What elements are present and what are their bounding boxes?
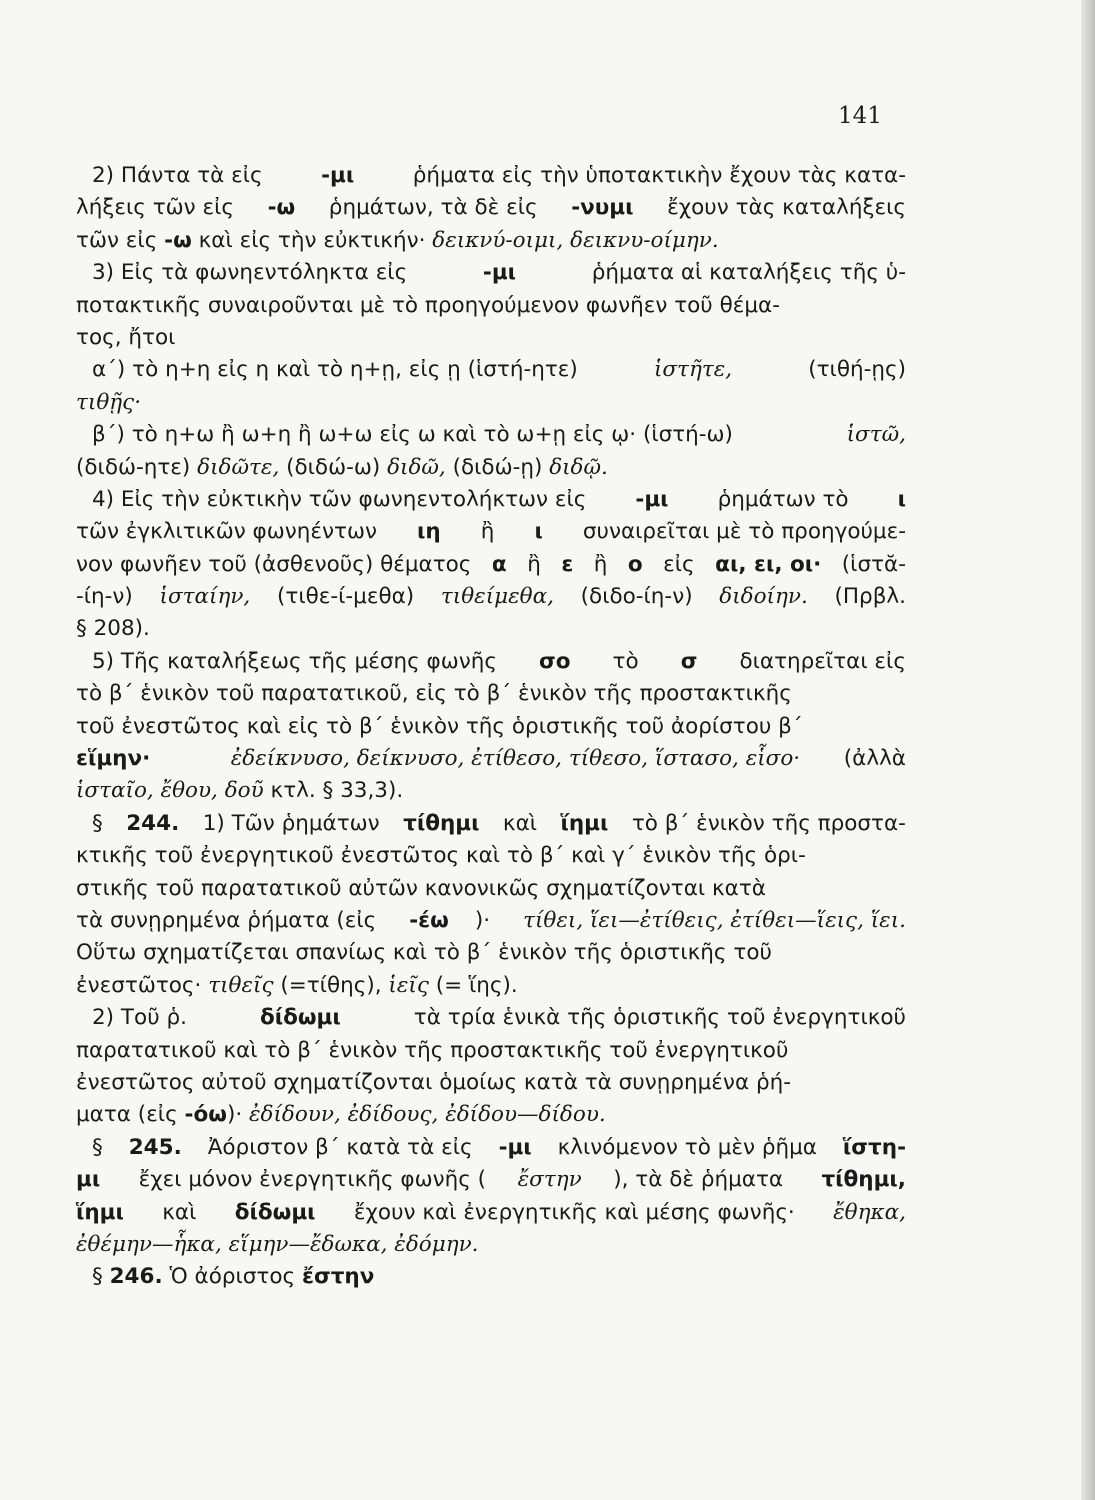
text-run: εἰς: [656, 551, 702, 577]
line-content: [76, 228, 719, 253]
line-content: [76, 1102, 606, 1127]
text-run: (διδο-ίη-ν): [573, 584, 700, 610]
text-line: [76, 743, 906, 775]
text-run: ἐνεστῶτος αὐτοῦ σχηματίζονται ὁμοίως κατὰ τὰ συνῃρημένα ῥή-: [76, 1069, 791, 1095]
bold-text: ιη: [417, 519, 441, 545]
bold-text: -μι: [482, 260, 517, 286]
italic-text: δεικνύ-οιμι, δεικνυ-οίμην.: [432, 227, 719, 253]
text-run: ἢ: [586, 551, 615, 577]
text-run: τὰ τρία ἑνικὰ τῆς ὁριστικῆς τοῦ ἐνεργητικοῦ: [406, 1005, 906, 1031]
bold-text: ε: [561, 551, 574, 577]
text-run: ῥήματα εἰς τὴν ὑποτακτικὴν ἔχουν τὰς κατα-: [405, 163, 906, 188]
text-run: ), τὰ δὲ ῥήματα: [613, 1167, 790, 1193]
bold-text: ἵημι: [560, 810, 609, 836]
italic-text: τιθῇς·: [76, 389, 142, 415]
text-run: (τιθε-ί-μεθα): [270, 584, 422, 610]
text-line: [76, 1035, 906, 1067]
text-run: καὶ: [496, 810, 544, 836]
text-run: 5) Τῆς καταλήξεως τῆς μέσης φωνῆς: [92, 648, 504, 674]
italic-text: ἱστῶ,: [846, 422, 906, 448]
text-run: στικῆς τοῦ παρατατικοῦ αὐτῶν κανονικῶς σχηματίζονται κατὰ: [76, 875, 766, 901]
text-run: καὶ: [155, 1199, 204, 1225]
line-content: [76, 973, 518, 998]
text-run: ἔχει μόνον ἐνεργητικῆς φωνῆς (: [131, 1167, 487, 1193]
text-run: 1) Τῶν ῥημάτων: [195, 810, 387, 836]
text-line: [76, 484, 906, 516]
text-line: [76, 613, 906, 645]
text-run: τὰ συνῃρημένα ῥήματα (εἰς: [76, 907, 384, 933]
bold-text: εἵμην·: [76, 746, 151, 772]
text-run: τὸ β΄ ἑνικὸν τῆς προστα-: [625, 810, 906, 836]
text-run: 2) Τοῦ ῥ.: [92, 1005, 194, 1031]
text-run: τὸ: [605, 648, 646, 674]
text-line: [76, 387, 906, 419]
italic-text: διδῶτε,: [197, 454, 280, 480]
text-line: [76, 354, 906, 386]
bold-text: σο: [539, 648, 571, 674]
text-line: [76, 1164, 906, 1196]
text-run: τὸ β΄ ἑνικὸν τοῦ παρατατικοῦ, εἰς τὸ β΄ ἑνικὸν τῆς προστακτικῆς: [76, 681, 792, 707]
text-run: )·: [474, 907, 497, 933]
bold-text: -μι: [635, 486, 669, 512]
text-run: κλινόμενον τὸ μὲν ῥῆμα: [550, 1134, 824, 1160]
bold-text: 244.: [126, 810, 180, 836]
text-line: [76, 678, 906, 710]
line-content: [76, 778, 403, 803]
text-line: [76, 225, 906, 257]
italic-text: ἱσταῖο, ἔθου, δοῦ: [76, 778, 264, 804]
italic-text: ἐδείκνυσο, δείκνυσο, ἐτίθεσο, τίθεσο, ἵστασο, εἷσο·: [230, 746, 801, 772]
text-line: [76, 322, 906, 354]
text-run: ἐνεστῶτος·: [76, 972, 209, 998]
text-run: ῥημάτων τὸ: [710, 486, 856, 512]
text-run: ἢ: [520, 551, 548, 577]
bold-text: ἵημι: [76, 1199, 124, 1225]
page-edge-shadow: [1081, 0, 1095, 1500]
text-line: [76, 192, 906, 224]
text-run: 3) Εἰς τὰ φωνηεντόληκτα εἰς: [92, 260, 415, 286]
bold-text: σ: [680, 648, 698, 674]
text-line: [76, 290, 906, 322]
italic-text: ἔστην: [517, 1167, 582, 1193]
text-line: [76, 549, 906, 581]
bold-text: μι: [76, 1167, 101, 1193]
bold-text: ο: [627, 551, 643, 577]
text-line: [76, 160, 906, 192]
text-line: [76, 775, 906, 807]
bold-text: -μι: [498, 1134, 532, 1160]
text-line: [76, 581, 906, 613]
text-line: [76, 1197, 906, 1229]
text-run: § 208).: [76, 616, 150, 642]
line-content: [76, 616, 150, 641]
text-run: νον φωνῆεν τοῦ (ἀσθενοῦς) θέματος: [76, 551, 479, 577]
text-run: (=τίθης),: [273, 972, 389, 998]
line-content: [92, 1264, 374, 1289]
text-run: τοῦ ἐνεστῶτος καὶ εἰς τὸ β΄ ἑνικὸν τῆς ὁριστικῆς τοῦ ἀορίστου β΄: [76, 713, 803, 739]
line-content: [76, 325, 175, 350]
text-line: [76, 1099, 906, 1131]
text-line: [76, 970, 906, 1002]
bold-text: δίδωμι: [259, 1005, 341, 1031]
text-line: [76, 1261, 906, 1293]
text-run: ἔχουν τὰς καταλήξεις: [660, 195, 906, 221]
bold-text: ι: [897, 486, 906, 512]
body-text: [76, 160, 906, 1294]
text-run: (ἀλλὰ: [836, 746, 906, 772]
text-run: (διδώ-ητε): [76, 454, 198, 480]
text-run: (διδώ-ω): [279, 454, 388, 480]
text-run: §: [92, 1134, 110, 1160]
text-run: λήξεις τῶν εἰς: [76, 195, 241, 221]
italic-text: διδοίην.: [719, 584, 808, 610]
text-run: [187, 743, 194, 775]
bold-text: 245.: [128, 1134, 182, 1160]
italic-text: τίθει, ἵει—ἐτίθεις, ἐτίθει—ἵεις, ἵει.: [523, 907, 906, 933]
bold-text: ἔστην: [301, 1264, 375, 1290]
italic-text: τιθείμεθα,: [440, 584, 554, 610]
bold-text: τίθημι: [403, 810, 480, 836]
text-run: Ἀόριστον β΄ κατὰ τὰ εἰς: [200, 1134, 480, 1160]
text-run: τῶν ἐγκλιτικῶν φωνηέντων: [76, 519, 384, 545]
text-run: καὶ εἰς τὴν εὐκτικήν·: [191, 227, 433, 253]
text-run: (τιθή-ῃς): [801, 357, 906, 383]
italic-text: διδῶ,: [387, 454, 446, 480]
text-line: [76, 873, 906, 905]
text-line: [76, 257, 906, 289]
text-run: ἔχουν καὶ ἐνεργητικῆς καὶ μέσης φωνῆς·: [347, 1199, 802, 1225]
text-run: 2) Πάντα τὰ εἰς: [92, 163, 270, 188]
text-run: β΄) τὸ η+ω ἢ ω+η ἢ ω+ω εἰς ω καὶ τὸ ω+ῃ εἰς ῳ· (ἱστή-ω): [92, 422, 740, 448]
bold-text: -έω: [409, 907, 449, 933]
text-run: (ἱστᾰ-: [834, 551, 906, 577]
text-run: συναιρεῖται μὲ τὸ προηγούμε-: [576, 519, 906, 545]
text-line: [76, 1132, 906, 1164]
line-content: [76, 455, 608, 480]
text-line: [76, 937, 906, 969]
text-line: [76, 516, 906, 548]
line-content: [76, 390, 141, 415]
text-line: [76, 840, 906, 872]
text-line: [76, 1002, 906, 1034]
text-line: [76, 808, 906, 840]
text-line: [76, 419, 906, 451]
text-line: [76, 1067, 906, 1099]
text-line: [76, 905, 906, 937]
text-run: (= ἵης).: [428, 972, 518, 998]
text-run: ἢ: [473, 519, 502, 545]
text-line: [76, 646, 906, 678]
text-run: §: [92, 1264, 110, 1290]
text-run: §: [92, 810, 110, 836]
text-run: κτικῆς τοῦ ἐνεργητικοῦ ἐνεστῶτος καὶ τὸ β΄ καὶ γ΄ ἑνικὸν τῆς ὁρι-: [76, 843, 806, 869]
text-run: (διδώ-ῃ): [445, 454, 550, 480]
bold-text: ι: [534, 519, 543, 545]
bold-text: -νυμι: [571, 195, 634, 221]
text-run: 4) Εἰς τὴν εὐκτικὴν τῶν φωνηεντολήκτων εἰς: [92, 486, 594, 512]
bold-text: τίθημι,: [821, 1167, 906, 1193]
text-run: τος, ἤτοι: [76, 324, 176, 350]
text-run: (Πρβλ.: [827, 584, 906, 610]
bold-text: 246.: [109, 1264, 163, 1290]
bold-text: αι, ει, οι·: [715, 551, 822, 577]
text-run: -ίη-ν): [76, 584, 140, 610]
bold-text: -ω: [164, 227, 192, 253]
text-run: ποτακτικῆς συναιροῦνται μὲ τὸ προηγούμενον φωνῆεν τοῦ θέμα-: [76, 292, 780, 318]
line-content: [76, 1232, 479, 1257]
text-run: ματα (εἰς: [76, 1102, 185, 1128]
bold-text: -ω: [267, 195, 296, 221]
text-run: παρατατικοῦ καὶ τὸ β΄ ἑνικὸν τῆς προστακτικῆς τοῦ ἐνεργητικοῦ: [76, 1037, 789, 1063]
page-number: 141: [838, 103, 882, 129]
italic-text: ἐθέμην—ἧκα, εἵμην—ἔδωκα, ἐδόμην.: [76, 1231, 479, 1257]
italic-text: ἱσταίην,: [159, 584, 251, 610]
text-run: α΄) τὸ η+η εἰς η καὶ τὸ η+ῃ, εἰς ῃ (ἱστή-ητε): [92, 357, 585, 383]
bold-text: -όω: [184, 1102, 227, 1128]
italic-text: διδῷ.: [549, 454, 608, 480]
bold-text: δίδωμι: [234, 1199, 316, 1225]
bold-text: α: [491, 551, 507, 577]
text-run: Οὕτω σχηματίζεται σπανίως καὶ τὸ β΄ ἑνικὸν τῆς ὁριστικῆς τοῦ: [76, 940, 772, 966]
text-line: [76, 1229, 906, 1261]
text-line: [76, 452, 906, 484]
italic-text: ἱστῆτε,: [653, 357, 733, 383]
text-run: κτλ. § 33,3).: [263, 778, 404, 804]
italic-text: τιθεῖς: [208, 972, 274, 998]
bold-text: ἵστη-: [842, 1134, 906, 1160]
text-run: τῶν εἰς: [76, 227, 165, 253]
italic-text: ἐδίδουν, ἐδίδους, ἐδίδου—δίδου.: [249, 1102, 606, 1128]
text-run: ῥημάτων, τὰ δὲ εἰς: [321, 195, 545, 221]
bold-text: -μι: [321, 163, 355, 188]
text-run: Ὁ ἀόριστος: [162, 1264, 302, 1290]
text-line: [76, 711, 906, 743]
text-run: )·: [226, 1102, 249, 1128]
text-run: ῥήματα αἱ καταλήξεις τῆς ὑ-: [584, 260, 906, 286]
italic-text: ἱεῖς: [388, 972, 429, 998]
text-run: διατηρεῖται εἰς: [732, 648, 906, 674]
italic-text: ἔθηκα,: [833, 1199, 906, 1225]
